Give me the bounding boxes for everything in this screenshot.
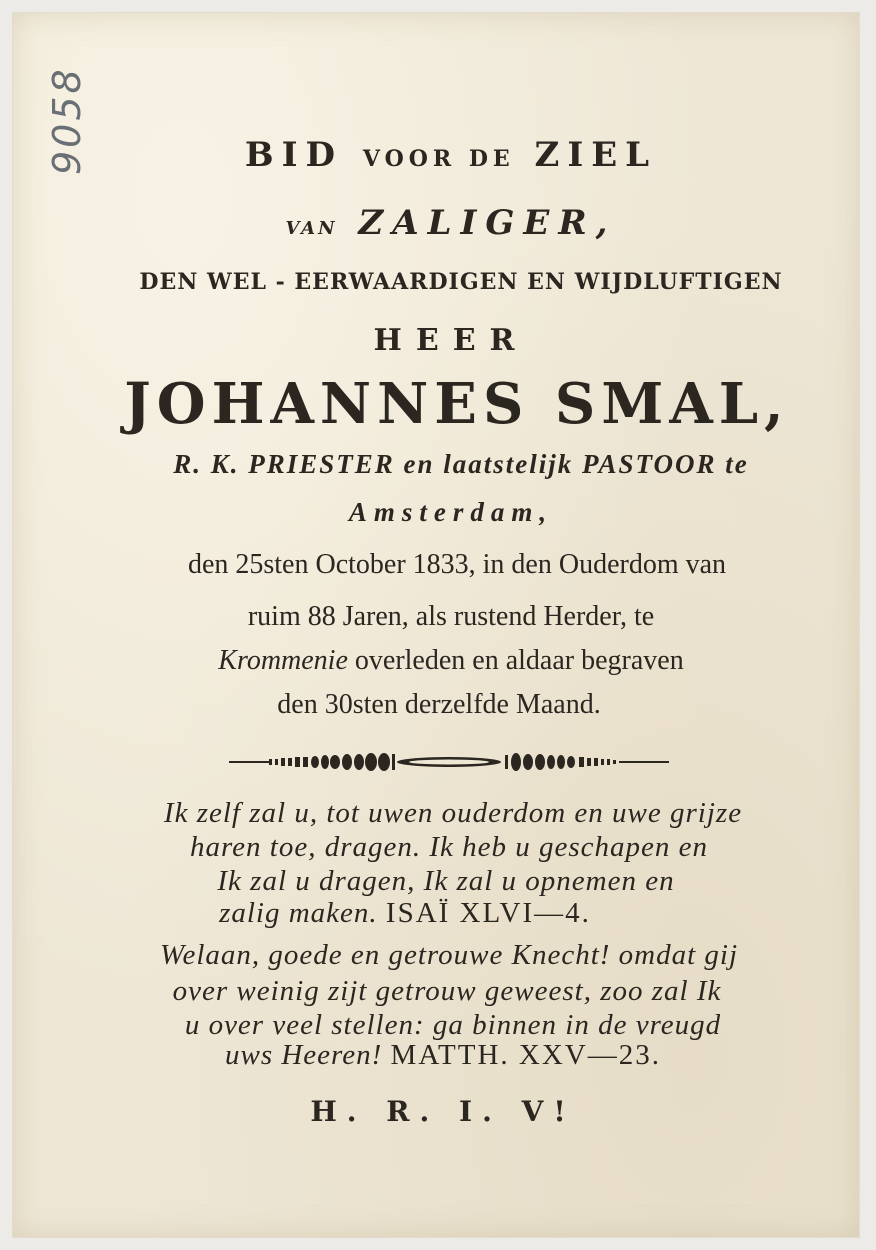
quote-1-line-1: Ik zelf zal u, tot uwen ouderdom en uwe grijze (163, 797, 743, 829)
quote-2-reference: MATTH. XXV—23. (390, 1039, 662, 1071)
quote-1-line-2: haren toe, dragen. Ik heb u geschapen en (189, 831, 709, 863)
body-line-4: den 30sten derzelfde Maand. (277, 689, 601, 720)
archive-number-text: 9058 (45, 66, 89, 175)
place-amsterdam: Amsterdam, (348, 497, 554, 527)
body-line-3-rest: overleden en aldaar begraven (354, 645, 684, 676)
heading-van-zaliger (13, 203, 876, 243)
quote-2-line-4-text: uws Heeren! (224, 1039, 383, 1071)
heading-word-bid: BID (244, 135, 344, 175)
priest-title-line: R. K. PRIESTER en laatstelijk PASTOOR te (173, 449, 749, 479)
deceased-name: JOHANNES SMAL, (124, 371, 790, 437)
quote-2-line-4 (5, 1039, 876, 1072)
body-line-3 (13, 645, 876, 677)
body-line-1: den 25sten October 1833, in den Ouderdom van (187, 549, 727, 580)
heading-heer: HEER (373, 323, 529, 358)
heading-word-zaliger: ZALIGER, (358, 203, 617, 243)
honorific-line: DEN WEL - EERWAARDIGEN EN WIJDLUFTIGEN (139, 269, 783, 295)
quote-1-line-4-text: zalig maken. (219, 897, 378, 929)
heading-words-voor-de: VOOR DE (362, 146, 515, 172)
heading-word-ziel: ZIEL (534, 135, 658, 175)
closing-hriv: H. R. I. V! (310, 1095, 576, 1128)
quote-1-reference: ISAÏ XLVI—4. (385, 897, 591, 929)
body-line-2: ruim 88 Jaren, als rustend Herder, te (247, 601, 655, 632)
memorial-card (12, 12, 860, 1238)
quote-2-line-1: Welaan, goede en getrouwe Knecht! omdat gij (159, 939, 739, 971)
place-krommenie: Krommenie (218, 645, 348, 676)
heading-bid-voor-de-ziel (13, 135, 876, 175)
quote-2-line-2: over weinig zijt getrouw geweest, zoo zal Ik (172, 975, 722, 1007)
quote-1-line-4 (0, 897, 843, 930)
ornamental-divider (229, 747, 669, 777)
quote-1-line-3: Ik zal u dragen, Ik zal u opnemen en (217, 865, 675, 897)
quote-2-line-3: u over veel stellen: ga binnen in de vreugd (184, 1009, 722, 1041)
heading-word-van: VAN (285, 218, 338, 239)
